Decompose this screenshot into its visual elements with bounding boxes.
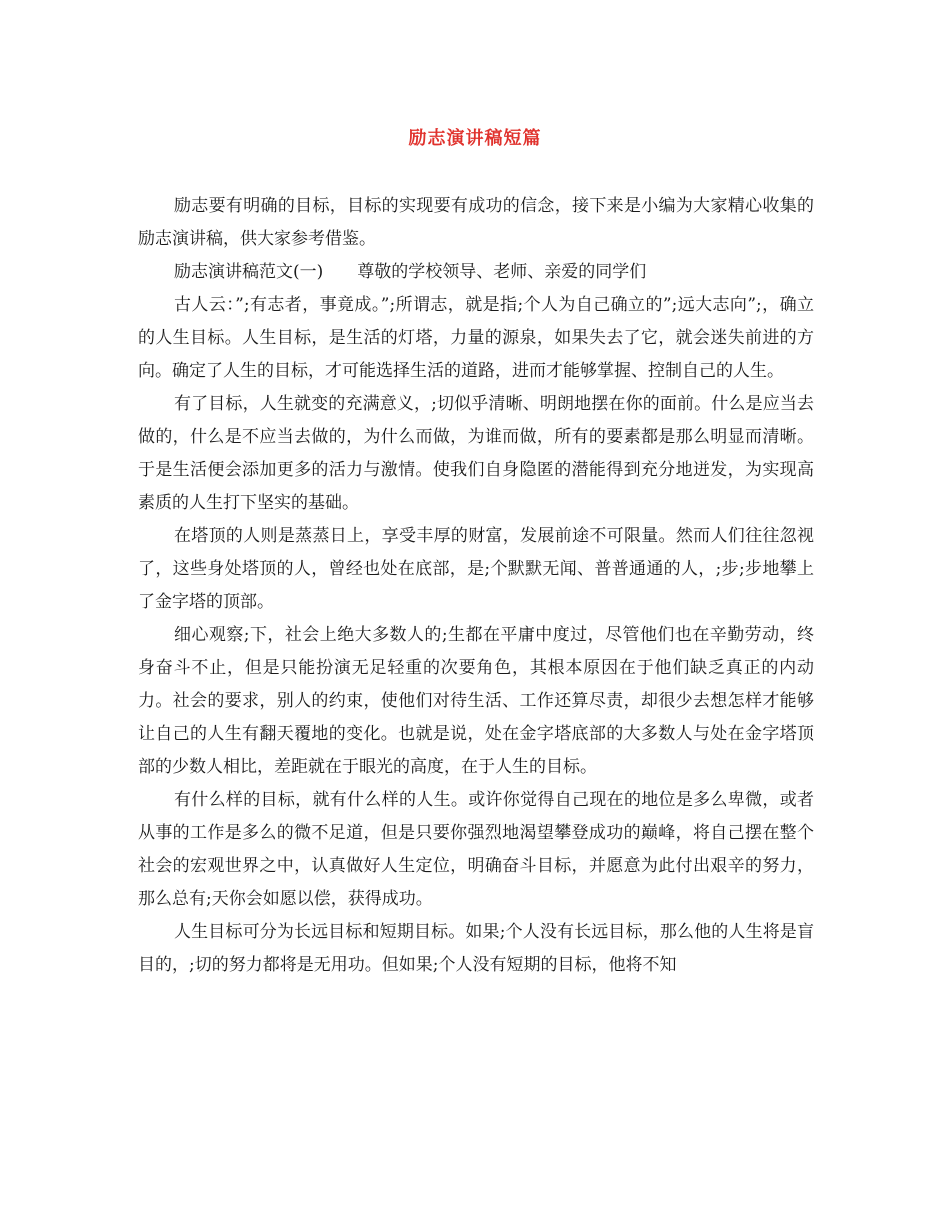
paragraph-observation: 细心观察;下，社会上绝大多数人的;生都在平庸中度过，尽管他们也在辛勤劳动，终身奋斗不止，但是只能扮演无足轻重的次要角色，其根本原因在于他们缺乏真正的内动力。社会的要求，别人的约束，使他们对待生活、工作还算尽责，却很少去想怎样才能够让自己的人生有翻天覆地的变化。也就是说，处在金字塔底部的大多数人与处在金字塔顶部的少数人相比，差距就在于眼光的高度，在于人生的目标。 <box>138 625 814 777</box>
paragraph-meaning-of-goals: 有了目标，人生就变的充满意义，;切似乎清晰、明朗地摆在你的面前。什么是应当去做的，什么是不应当去做的，为什么而做，为谁而做，所有的要素都是那么明显而清晰。于是生活便会添加更多的活力与激情。使我们自身隐匿的潜能得到充分地迸发，为实现高素质的人生打下坚实的基础。 <box>138 394 814 513</box>
paragraph-intro: 励志要有明确的目标，目标的实现要有成功的信念，接下来是小编为大家精心收集的励志演讲稿，供大家参考借鉴。 <box>138 196 814 249</box>
paragraph-what-goal: 有什么样的目标，就有什么样的人生。或许你觉得自己现在的地位是多么卑微，或者从事的工作是多么的微不足道，但是只要你强烈地渴望攀登成功的巅峰，将自己摆在整个社会的宏观世界之中，认真做好人生定位，明确奋斗目标，并愿意为此付出艰辛的努力，那么总有;天你会如愿以偿，获得成功。 <box>138 790 814 909</box>
document-body <box>138 190 814 982</box>
paragraph-tower-top: 在塔顶的人则是蒸蒸日上，享受丰厚的财富，发展前途不可限量。然而人们往往忽视了，这些身处塔顶的人，曾经也处在底部，是;个默默无闻、普普通通的人，;步;步地攀上了金字塔的顶部。 <box>138 526 814 612</box>
paragraph-ancient-saying: 古人云：”;有志者，事竟成。”;所谓志，就是指;个人为自己确立的”;远大志向”;，确立的人生目标。人生目标，是生活的灯塔，力量的源泉，如果失去了它，就会迷失前进的方向。确定了人生的目标，才可能选择生活的道路，进而才能够掌握、控制自己的人生。 <box>138 295 814 381</box>
document-title: 励志演讲稿短篇 <box>408 128 542 149</box>
paragraph-long-short-goals: 人生目标可分为长远目标和短期目标。如果;个人没有长远目标，那么他的人生将是盲目的，;切的努力都将是无用功。但如果;个人没有短期的目标，他将不知 <box>138 922 814 975</box>
paragraph-heading-sample-one: 励志演讲稿范文(一) 尊敬的学校领导、老师、亲爱的同学们 <box>174 262 647 282</box>
